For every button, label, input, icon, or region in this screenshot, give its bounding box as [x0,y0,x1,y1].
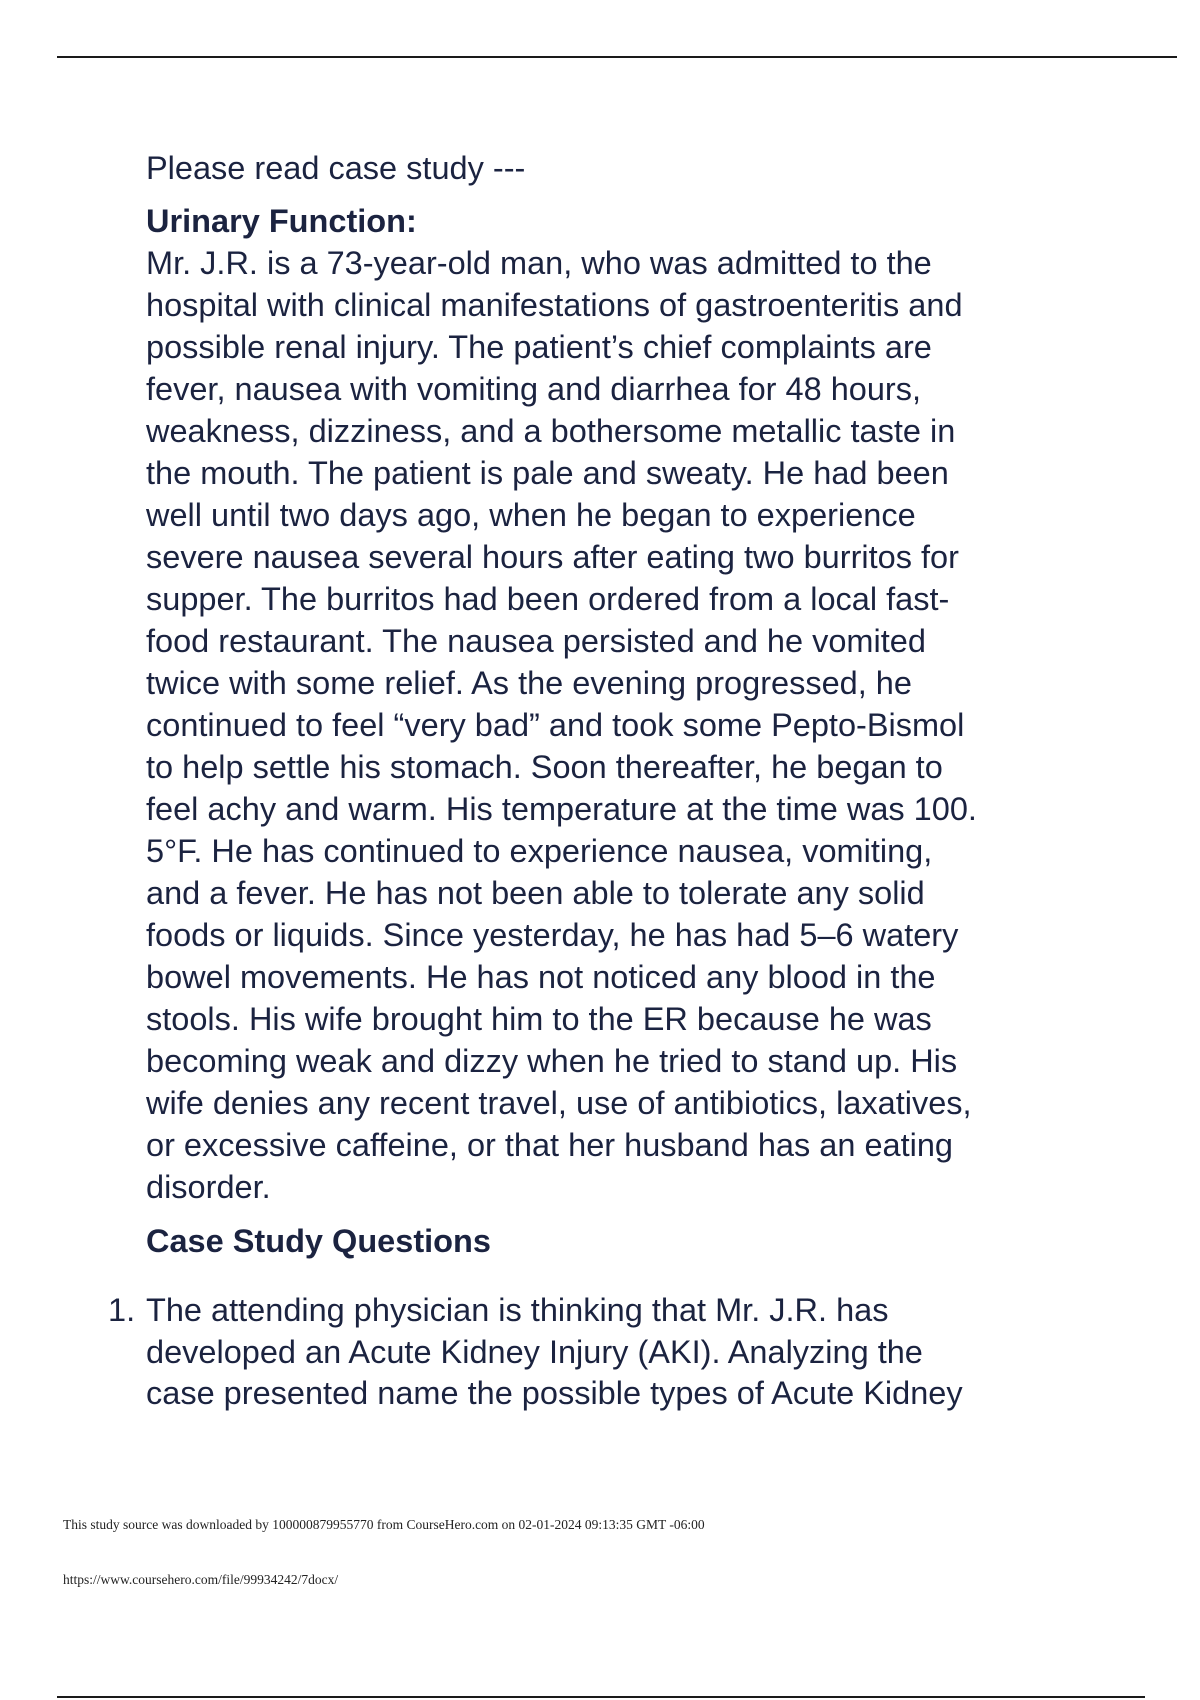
source-url[interactable]: https://www.coursehero.com/file/99934242/7docx/ [63,1572,339,1587]
question-item [108,1290,1108,1415]
question-number: 1. [108,1292,136,1328]
questions-heading: Case Study Questions [146,1223,491,1259]
section-heading: Urinary Function: [146,203,417,239]
bottom-divider [57,1696,1145,1698]
top-divider [57,56,1177,58]
question-text: The attending physician is thinking that Mr. J.R. has developed an Acute Kidney Injury (AKI). Analyzing the case presented name the possible types of Acute Kidney [146,1292,963,1411]
intro-text: Please read case study --- [146,150,526,186]
case-study-text: Mr. J.R. is a 73-year-old man, who was admitted to the hospital with clinical manifestations of gastroenteritis and possible renal injury. The patient’s chief complaints are fever, nausea with vomiting and diarrhea for 48 hours, weakness, dizziness, and a bothersome metallic taste in the mouth. The patient is pale and sweaty. He had been well until two days ago, when he began to experience severe nausea several hours after eating two burritos for supper. The burritos had been ordered from a local fast- food restaurant. The nausea persisted and he vomited twice with some relief. As the evening progressed, he continued to feel “very bad” and took some Pepto-Bismol to help settle his stomach. Soon thereafter, he began to feel achy and warm. His temperature at the time was 100. 5°F. He has continued to experience nausea, vomiting, and a fever. He has not been able to tolerate any solid foods or liquids. Since yesterday, he has had 5–6 watery bowel movements. He has not noticed any blood in the stools. His wife brought him to the ER because he was becoming weak and dizzy when he tried to stand up. His wife denies any recent travel, use of antibiotics, laxatives, or excessive caffeine, or that her husband has an eating disorder. [146,245,977,1205]
document-body [146,148,1096,1262]
download-source-note: This study source was downloaded by 100000879955770 from CourseHero.com on 02-01-2024 09:13:35 GMT -06:00 [63,1517,705,1532]
